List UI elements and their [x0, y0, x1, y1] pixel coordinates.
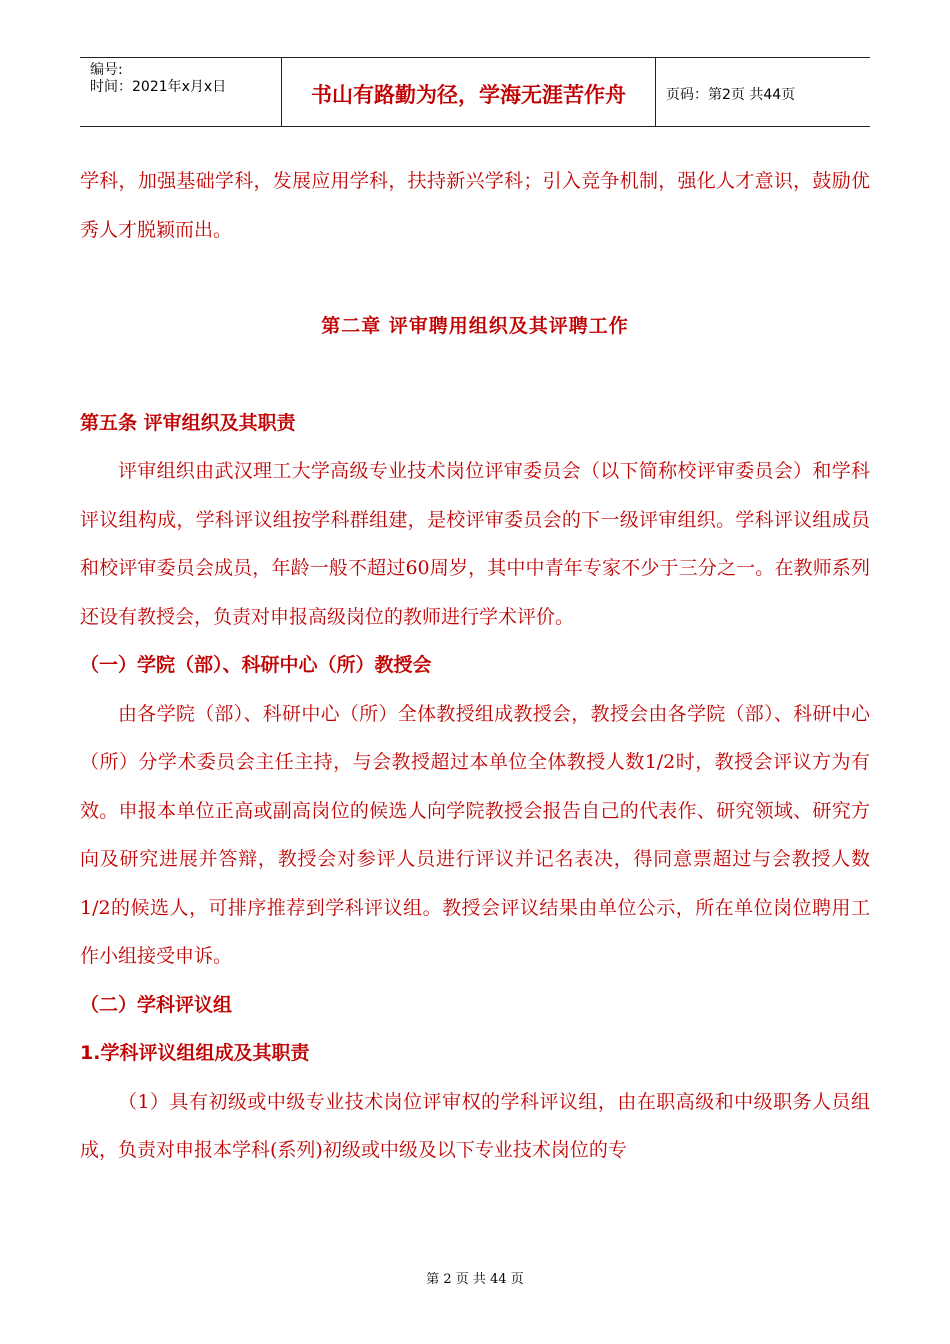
- document-body: [80, 157, 870, 1175]
- subsection1-title: 1.学科评议组组成及其职责: [80, 1042, 310, 1064]
- header-page-info: 页码：第2页 共44页: [666, 87, 796, 103]
- page-footer: 第 2 页 共 44 页: [426, 1272, 524, 1287]
- document-time: 时间：2021年x月x日: [90, 79, 227, 95]
- header-meta: [80, 58, 282, 126]
- section2-title: （二）学科评议组: [80, 993, 233, 1016]
- header-motto: 书山有路勤为径，学海无涯苦作舟: [282, 58, 656, 126]
- article-paragraph: 评审组织由武汉理工大学高级专业技术岗位评审委员会（以下简称校评审委员会）和学科评议组构成，学科评议组按学科群组建，是校评审委员会的下一级评审组织。学科评议组成员和校评审委员会成员，年龄一般不超过60周岁，其中中青年专家不少于三分之一。在教师系列还设有教授会，负责对申报高级岗位的教师进行学术评价。: [80, 460, 870, 628]
- page-header: [80, 57, 870, 127]
- section1-title: （一）学院（部）、科研中心（所）教授会: [80, 654, 432, 676]
- section1-paragraph: 由各学院（部）、科研中心（所）全体教授组成教授会，教授会由各学院（部）、科研中心（所）分学术委员会主任主持，与会教授超过本单位全体教授人数1/2时，教授会评议方为有效。申报本单位正高或副高岗位的候选人向学院教授会报告自己的代表作、研究领域、研究方向及研究进展并答辩，教授会对参评人员进行评议并记名表决，得同意票超过与会教授人数1/2的候选人，可排序推荐到学科评议组。教授会评议结果由单位公示，所在单位岗位聘用工作小组接受申诉。: [80, 702, 870, 967]
- document-number-label: 编号:: [90, 62, 123, 78]
- intro-paragraph: 学科，加强基础学科，发展应用学科，扶持新兴学科；引入竞争机制，强化人才意识，鼓励优秀人才脱颖而出。: [80, 170, 870, 241]
- subsection1-paragraph: （1）具有初级或中级专业技术岗位评审权的学科评议组，由在职高级和中级职务人员组成，负责对申报本学科(系列)初级或中级及以下专业技术岗位的专: [80, 1090, 870, 1161]
- chapter-title: 第二章 评审聘用组织及其评聘工作: [321, 315, 629, 337]
- article-title: 第五条 评审组织及其职责: [80, 411, 296, 434]
